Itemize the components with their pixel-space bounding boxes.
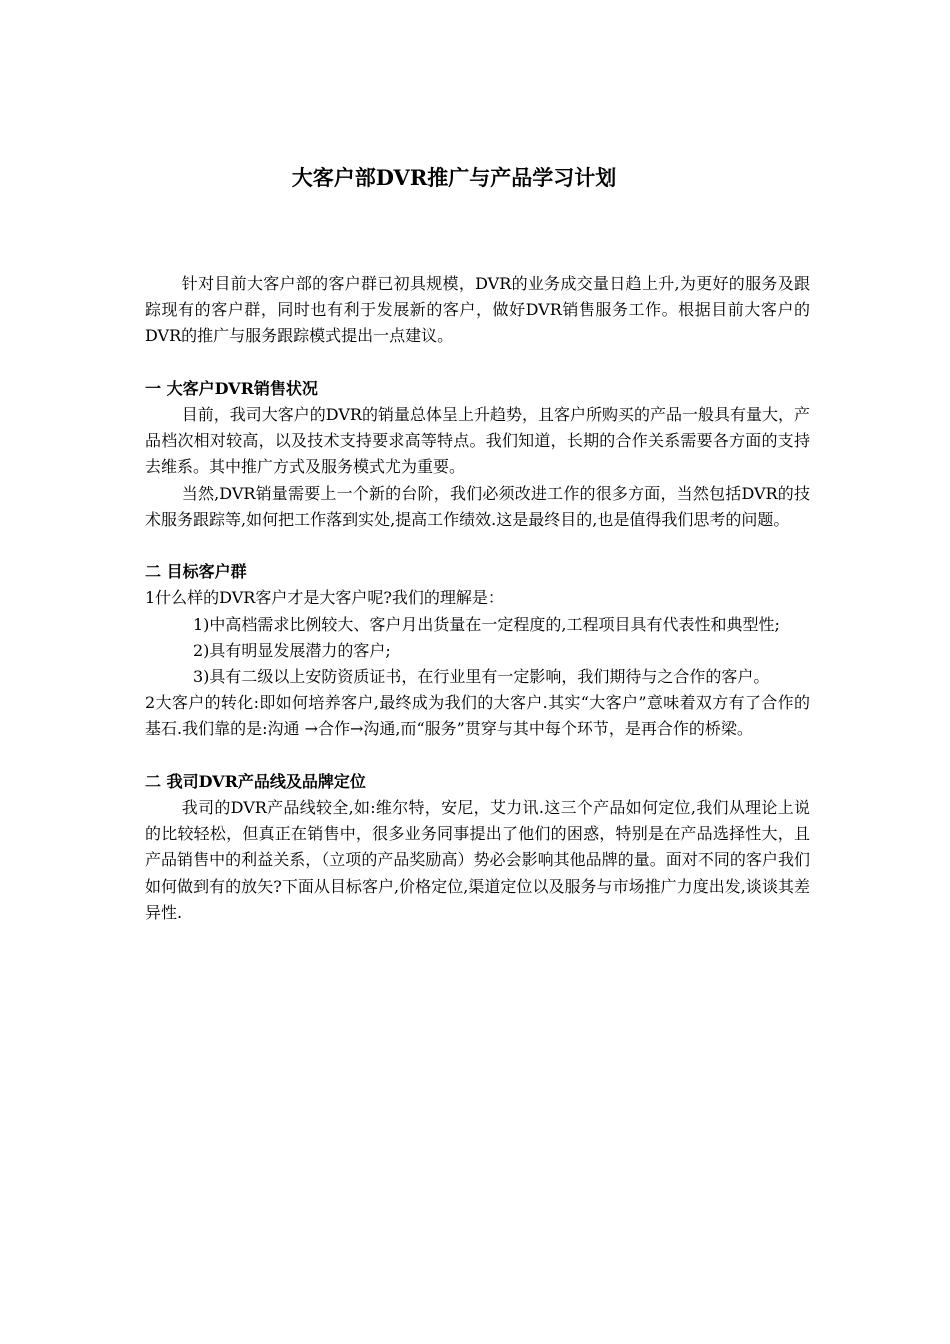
spacer — [145, 743, 810, 769]
document-title: 大客户部DVR推广与产品学习计划 — [291, 165, 617, 190]
section-2-list-item-1: 1)中高档需求比例较大、客户月出货量在一定程度的,工程项目具有代表性和典型性; — [193, 614, 780, 634]
section-1-paragraph-2: 当然,DVR销量需要上一个新的台阶，我们必须改进工作的很多方面，当然包括DVR的技术服务跟踪等,如何把工作落到实处,提高工作绩效.这是最终目的,也是值得我们思考的问题。 — [145, 483, 810, 529]
section-3-heading: 二 我司DVR产品线及品牌定位 — [145, 771, 366, 791]
spacer — [145, 533, 810, 559]
spacer — [145, 350, 810, 376]
section-3-paragraph-1: 我司的DVR产品线较全,如:维尔特，安尼，艾力讯.这三个产品如何定位,我们从理论上说的比较轻松，但真正在销售中，很多业务同事提出了他们的困惑，特别是在产品选择性大，且产品销售中的利益关系，（立项的产品奖励高）势必会影响其他品牌的量。面对不同的客户我们如何做到有的放矢?下面从目标客户,价格定位,渠道定位以及服务与市场推广力度出发,谈谈其差异性. — [145, 798, 810, 922]
section-2-list-item-2: 2)具有明显发展潜力的客户; — [193, 640, 391, 660]
section-2-question-2: 2大客户的转化:即如何培养客户,最终成为我们的大客户.其实“大客户”意味着双方有了合作的基石.我们靠的是:沟通 →合作→沟通,而“服务”贯穿与其中每个环节，是再合作的桥梁。 — [145, 693, 810, 739]
section-1-heading: 一 大客户DVR销售状况 — [145, 378, 318, 398]
intro-paragraph: 针对目前大客户部的客户群已初具规模，DVR的业务成交量日趋上升,为更好的服务及跟踪现有的客户群，同时也有利于发展新的客户，做好DVR销售服务工作。根据目前大客户的DVR的推广与服务跟踪模式提出一点建议。 — [145, 274, 810, 346]
section-2-list-item-3: 3)具有二级以上安防资质证书，在行业里有一定影响，我们期待与之合作的客户。 — [193, 667, 770, 687]
document-body — [145, 271, 810, 926]
section-2-heading: 二 目标客户群 — [145, 562, 247, 582]
section-1-paragraph-1: 目前，我司大客户的DVR的销量总体呈上升趋势，且客户所购买的产品一般具有量大，产品档次相对较高，以及技术支持要求高等特点。我们知道，长期的合作关系需要各方面的支持去维系。其中推广方式及服务模式尤为重要。 — [145, 405, 810, 477]
section-2-question-1: 1什么样的DVR客户才是大客户呢?我们的理解是： — [145, 588, 504, 608]
